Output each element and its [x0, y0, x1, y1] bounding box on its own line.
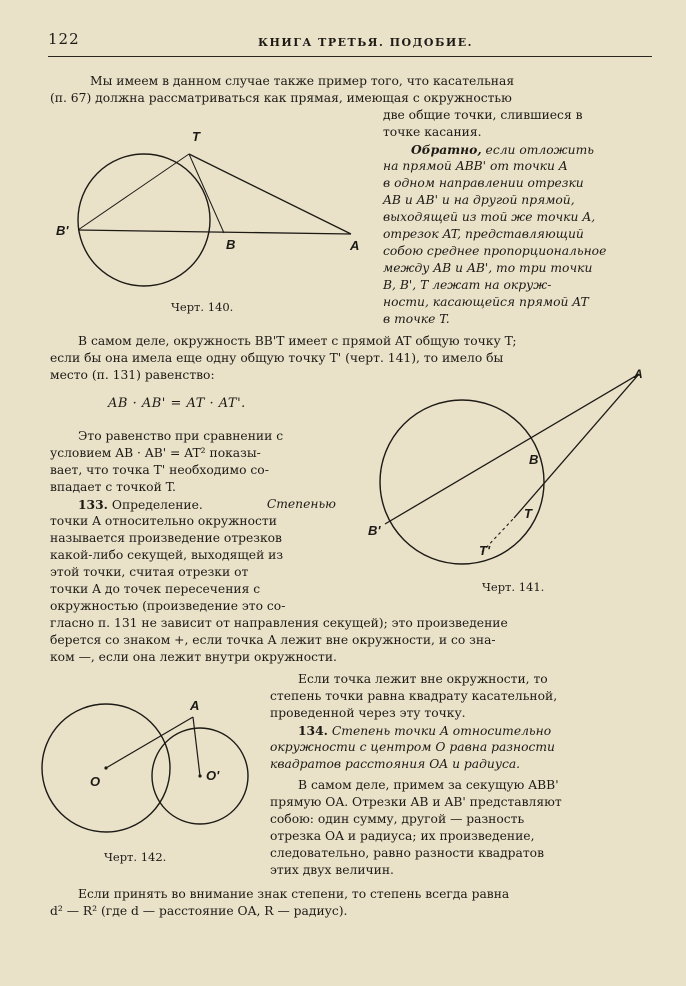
fig141-circle	[380, 400, 544, 564]
section133-number: 133.	[78, 497, 108, 512]
obratno-line-11: в точке T.	[383, 312, 450, 326]
obratno-line-7: собою среднее пропорциональное	[383, 244, 607, 258]
fig141-secant	[385, 374, 639, 524]
conclusion-line-3: вает, что точка T' необходимо со-	[50, 463, 269, 477]
obratno-line-2: на прямой ABB' от точки A	[383, 159, 568, 173]
fig140-caption: Черт. 140.	[171, 300, 234, 314]
section133-line-2: точки A относительно окружности	[50, 514, 277, 528]
fig140-circle	[78, 154, 210, 286]
header-rule	[48, 56, 652, 57]
figure-140	[48, 122, 368, 307]
running-title: КНИГА ТРЕТЬЯ. ПОДОБИЕ.	[258, 36, 473, 49]
intro-line-4: точке касания.	[383, 125, 482, 139]
section134-proof-2: прямую OA. Отрезки AB и AB' представляют	[270, 795, 562, 809]
final-line-1: Если принять во внимание знак степени, то степень всегда равна	[78, 887, 510, 901]
fig140-label-T: T	[192, 129, 200, 144]
conclusion-line-4: впадает с точкой T.	[50, 480, 176, 494]
section134-line-2: окружности с центром O равна разности	[270, 740, 555, 754]
obratno-line-3: в одном направлении отрезки	[383, 176, 584, 190]
section134-line-1	[270, 722, 642, 740]
conclusion-line-2: условием AB · AB' = AT² показы-	[50, 446, 261, 460]
obratno-line-10: ности, касающейся прямой AT	[383, 295, 589, 309]
fig142-caption: Черт. 142.	[104, 850, 167, 864]
fig142-line-AOprime	[193, 717, 200, 776]
fig142-label-O-prime: O'	[206, 768, 220, 783]
intro-line-1: Мы имеем в данном случае также пример того, что касательная	[90, 74, 515, 88]
obratno-line-1	[383, 141, 641, 159]
section133-right-line-1: Если точка лежит вне окружности, то	[298, 672, 548, 686]
section134-proof-1: В самом деле, примем за секущую ABB'	[298, 778, 559, 792]
obratno-line-4: AB и AB' и на другой прямой,	[383, 193, 575, 207]
section134-proof-3: собою: один сумму, другой — разность	[270, 812, 525, 826]
section133-line-5: этой точки, считая отрезки от	[50, 565, 249, 579]
fig142-label-O: O	[90, 774, 101, 789]
proof-line-2: если бы она имела еще одну общую точку T' (черт. 141), то имело бы	[50, 351, 504, 365]
fig140-label-B-prime: B'	[56, 223, 69, 238]
section133-full-line-2: берется со знаком +, если точка A лежит вне окружности, и со зна-	[50, 633, 496, 647]
section134-proof-4: отрезка OA и радиуса; их произведение,	[270, 829, 535, 843]
fig140-secant	[78, 230, 351, 234]
fig142-label-A: A	[190, 698, 200, 713]
fig140-chord-tbp	[189, 154, 224, 233]
fig141-label-B-prime: B'	[368, 523, 381, 538]
fig140-label-B: B	[226, 237, 236, 252]
page-number: 122	[48, 30, 80, 48]
fig141-label-T: T	[524, 506, 532, 521]
figure-141	[356, 368, 656, 580]
proof-line-3: место (п. 131) равенство:	[50, 368, 215, 382]
fig141-caption: Черт. 141.	[482, 580, 545, 594]
section133-term: Степенью	[266, 497, 336, 511]
obratno-lead: Обратно,	[411, 142, 482, 157]
final-line-2: d² — R² (где d — расстояние OA, R — радиус).	[50, 904, 348, 918]
section133-right-line-3: проведенной через эту точку.	[270, 706, 466, 720]
fig141-tangent-line	[514, 374, 639, 518]
fig142-center-Oprime	[198, 774, 201, 777]
section133-full-line-1: гласно п. 131 не зависит от направления секущей); это произведение	[50, 616, 508, 630]
fig140-tangent	[189, 154, 351, 234]
obratno-line-1-text: если отложить	[485, 143, 594, 157]
fig140-label-A: A	[350, 238, 360, 253]
obratno-line-6: отрезок AT, представляющий	[383, 227, 584, 241]
obratno-line-9: B, B', T лежат на окруж-	[383, 278, 552, 292]
section133-line-3: называется произведение отрезков	[50, 531, 282, 545]
fig141-label-B: B	[529, 452, 539, 467]
section134-proof-6: этих двух величин.	[270, 863, 394, 877]
fig141-label-T-prime: T'	[479, 543, 491, 558]
fig142-center-O	[104, 766, 107, 769]
obratno-line-8: между AB и AB', то три точки	[383, 261, 593, 275]
section134-proof-5: следовательно, равно разности квадратов	[270, 846, 544, 860]
section133-line-4: какой-либо секущей, выходящей из	[50, 548, 284, 562]
section133-label: Определение.	[111, 498, 203, 512]
proof-formula: AB · AB' = AT · AT'.	[108, 396, 246, 411]
section133-line-1	[50, 496, 336, 514]
fig142-line-OA	[106, 717, 193, 768]
obratno-line-5: выходящей из той же точки A,	[383, 210, 596, 224]
section133-line-6: точки A до точек пересечения с	[50, 582, 261, 596]
section134-theorem-1: Степень точки A относительно	[331, 724, 552, 738]
fig141-label-A: A	[634, 368, 643, 381]
section133-line-7: окружностью (произведение это со-	[50, 599, 286, 613]
intro-line-3: две общие точки, слившиеся в	[383, 108, 583, 122]
section133-right-line-2: степень точки равна квадрату касательной,	[270, 689, 558, 703]
conclusion-line-1: Это равенство при сравнении с	[78, 429, 284, 443]
section134-line-3: квадратов расстояния OA и радиуса.	[270, 757, 521, 771]
intro-line-2: (п. 67) должна рассматриваться как прямая, имеющая с окружностью	[50, 91, 512, 105]
fig140-chord-tb	[78, 154, 189, 230]
figure-142	[30, 692, 270, 852]
section133-full-line-3: ком —, если она лежит внутри окружности.	[50, 650, 337, 664]
section134-number: 134.	[298, 723, 328, 738]
proof-line-1: В самом деле, окружность BB'T имеет с прямой AT общую точку T;	[78, 334, 517, 348]
